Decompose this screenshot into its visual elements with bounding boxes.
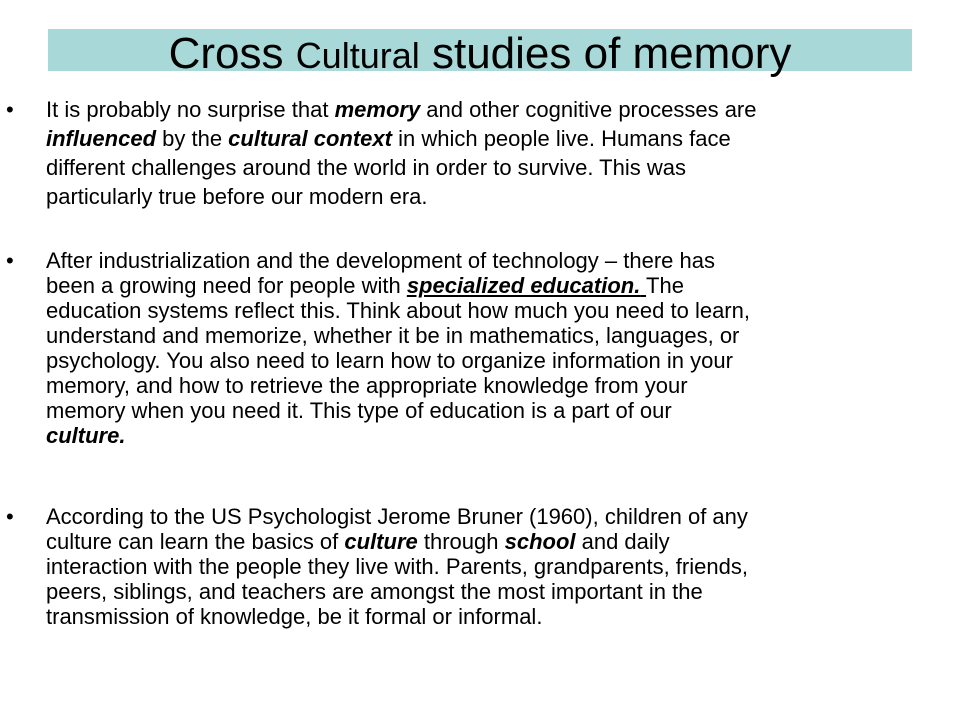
- bullet-marker: •: [6, 97, 14, 122]
- text-span: education systems reflect this. Think about how much you need to learn,: [46, 298, 750, 323]
- bullet-3-line-4: [46, 580, 703, 603]
- text-span: It is probably no surprise that: [46, 97, 335, 122]
- text-span: psychology. You also need to learn how to organize information in your: [46, 348, 733, 373]
- bullet-2-line-4: [46, 324, 739, 347]
- emphasis-culture: culture: [344, 529, 418, 554]
- bullet-1-line-4: [46, 185, 428, 208]
- title-part-2: Cultural: [295, 35, 420, 76]
- bullet-2-line-8: [46, 424, 125, 447]
- text-span: particularly true before our modern era.: [46, 184, 428, 209]
- bullet-1-line-2: [46, 127, 731, 150]
- bullet-3-line-3: [46, 555, 748, 578]
- text-span: memory, and how to retrieve the appropriate knowledge from your: [46, 373, 688, 398]
- text-span: in which people live. Humans face: [391, 126, 731, 151]
- text-span: through: [417, 529, 505, 554]
- title-part-1: Cross: [168, 29, 296, 78]
- emphasis-memory: memory: [334, 97, 421, 122]
- text-span: interaction with the people they live with. Parents, grandparents, friends,: [46, 554, 748, 579]
- text-span: by the: [156, 126, 229, 151]
- text-span: The: [646, 273, 684, 298]
- text-span: been a growing need for people with: [46, 273, 407, 298]
- emphasis-culture: culture.: [46, 423, 126, 448]
- bullet-2-line-7: [46, 399, 672, 422]
- title-part-3: studies of memory: [419, 29, 792, 78]
- emphasis-school: school: [504, 529, 576, 554]
- bullet-3-line-2: [46, 530, 670, 553]
- bullet-2-line-2: [46, 274, 684, 297]
- emphasis-cultural-context: cultural context: [228, 126, 392, 151]
- bullet-marker: •: [6, 504, 14, 529]
- text-span: understand and memorize, whether it be in mathematics, languages, or: [46, 323, 740, 348]
- bullet-3-line-5: [46, 605, 542, 628]
- emphasis-influenced: influenced: [46, 126, 157, 151]
- text-span: peers, siblings, and teachers are amongst the most important in the: [46, 579, 703, 604]
- text-span: different challenges around the world in order to survive. This was: [46, 155, 686, 180]
- bullet-1-line-1: [46, 98, 757, 121]
- bullet-marker: •: [6, 248, 14, 273]
- bullet-1-line-3: [46, 156, 686, 179]
- bullet-2-line-3: [46, 299, 750, 322]
- text-span: According to the US Psychologist Jerome Bruner (1960), children of any: [46, 504, 748, 529]
- text-span: culture can learn the basics of: [46, 529, 345, 554]
- text-span: transmission of knowledge, be it formal or informal.: [46, 604, 543, 629]
- text-span: After industrialization and the development of technology – there has: [46, 248, 715, 273]
- text-span: memory when you need it. This type of education is a part of our: [46, 398, 672, 423]
- text-span: and daily: [575, 529, 670, 554]
- bullet-2-line-1: [46, 249, 715, 272]
- bullet-2-line-6: [46, 374, 688, 397]
- bullet-2-line-5: [46, 349, 733, 372]
- text-span: and other cognitive processes are: [420, 97, 757, 122]
- bullet-3-line-1: [46, 505, 748, 528]
- emphasis-specialized-education: specialized education.: [406, 273, 641, 298]
